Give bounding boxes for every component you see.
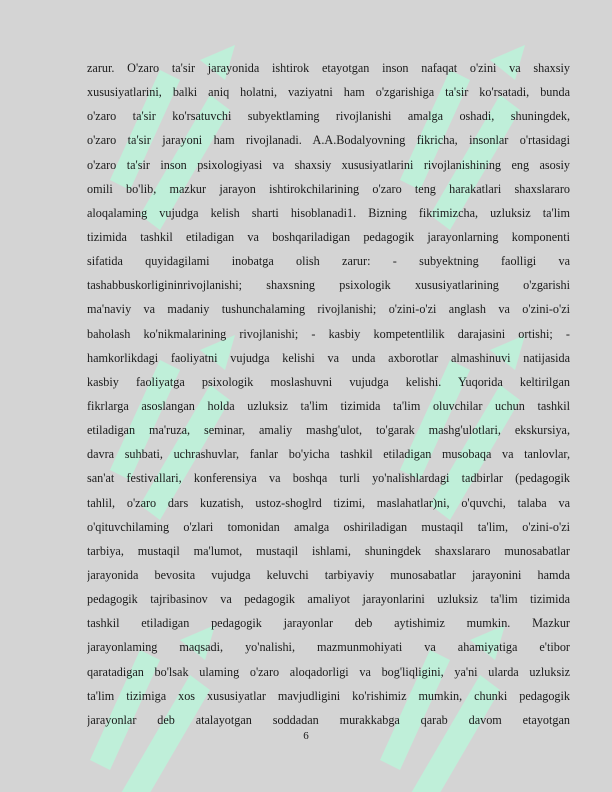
text-line: o'zaro ta'sir jarayoni ham rivojlanadi. A.A.Bodalyovning fikricha, insonlar o'rtasidagi — [87, 133, 570, 148]
text-line: jarayonida bevosita vujudga keluvchi tarbiyaviy munosabatlar jarayonini hamda — [87, 567, 570, 582]
text-line: o'zaro ta'sir inson psixologiyasi va shaxsiy xususiyatlarini rivojlanishining eng asosiy — [87, 157, 570, 172]
text-line: tahlil, o'zaro dars kuzatish, ustoz-shoglrd tizimi, maslahatlar)ni, o'quvchi, talaba va — [87, 495, 570, 510]
text-line: san'at festivallari, konferensiya va boshqa turli yo'nalishlardagi tadbirlar (pedagogik — [87, 471, 570, 486]
text-line: tashabbuskorligininrivojlanishi; shaxsning psixologik xususiyatlarining o'zgarishi — [87, 278, 570, 293]
text-line: o'zaro ta'sir ko'rsatuvchi subyektlaming rivojlanishi amalga oshadi, shuningdek, — [87, 109, 570, 124]
text-line: pedagogik tajribasinov va pedagogik amaliyot jarayonlarini uzluksiz ta'lim tizimida — [87, 592, 570, 607]
text-line: zarur. O'zaro ta'sir jarayonida ishtirok etayotgan inson nafaqat o'zini va shaxsiy — [87, 61, 570, 75]
text-line: ta'lim tizimiga xos xususiyatlar mavjudligini ko'rishimiz mumkin, chunki pedagogik — [87, 688, 570, 703]
text-line: xususiyatlarini, balki aniq holatni, vaziyatni ham o'zgarishiga ta'sir ko'rsatadi, bunda — [87, 85, 570, 100]
text-line: jarayonlaming maqsadi, yo'nalishi, mazmunmohiyati va ahamiyatiga e'tibor — [87, 640, 570, 655]
text-line: davra suhbati, uchrashuvlar, fanlar bo'yicha tashkil etiladigan musobaqa va tanlovlar, — [87, 447, 570, 462]
page-number: 6 — [303, 730, 309, 742]
text-line: tarbiya, mustaqil ma'lumot, mustaqil ishlami, shuningdek shaxslararo munosabatlar — [87, 543, 570, 558]
text-line: etiladigan ma'ruza, seminar, amaliy mashg'ulot, to'garak mashg'ulotlari, ekskursiya, — [87, 423, 570, 438]
text-line: ma'naviy va madaniy tushunchalaming rivojlanishi; o'zini-o'zi anglash va o'zini-o'zi — [87, 302, 570, 317]
text-line: o'qituvchilaming o'zlari tomonidan amalga oshiriladigan mustaqil ta'lim, o'zini-o'zi — [87, 519, 570, 534]
text-line: tashkil etiladigan pedagogik jarayonlar deb aytishimiz mumkin. Mazkur — [87, 616, 570, 631]
body-text — [87, 56, 570, 732]
text-line: tizimida tashkil etiladigan va boshqariladigan pedagogik jarayonlarning komponenti — [87, 229, 570, 244]
text-line: omili bo'lib, mazkur jarayon ishtirokchilarining o'zaro teng harakatlari shaxslararo — [87, 181, 570, 196]
text-line: sifatida quyidagilami inobatga olish zarur: - subyektning faolligi va — [87, 254, 570, 269]
text-line: hamkorlikdagi faoliyatni vujudga kelishi va unda axborotlar almashinuvi natijasida — [87, 350, 570, 365]
text-line: qaratadigan bo'lsak ulaming o'zaro aloqadorligi va bog'liqligini, ya'ni ularda uzluksiz — [87, 664, 570, 679]
text-line: aloqalaming vujudga kelish sharti hisoblanadi1. Bizning fikrimizcha, uzluksiz ta'lim — [87, 205, 570, 220]
text-line: jarayonlar deb atalayotgan soddadan murakkabga qarab davom etayotgan — [87, 712, 570, 727]
text-line: baholash ko'nikmalarining rivojlanishi; - kasbiy kompetentlilik darajasini ortishi; - — [87, 326, 570, 341]
text-line: fikrlarga asoslangan holda uzluksiz ta'lim tizimida ta'lim oluvchilar uchun tashkil — [87, 398, 570, 413]
text-line: kasbiy faoliyatga psixologik moslashuvni vujudga kelishi. Yuqorida keltirilgan — [87, 374, 570, 389]
